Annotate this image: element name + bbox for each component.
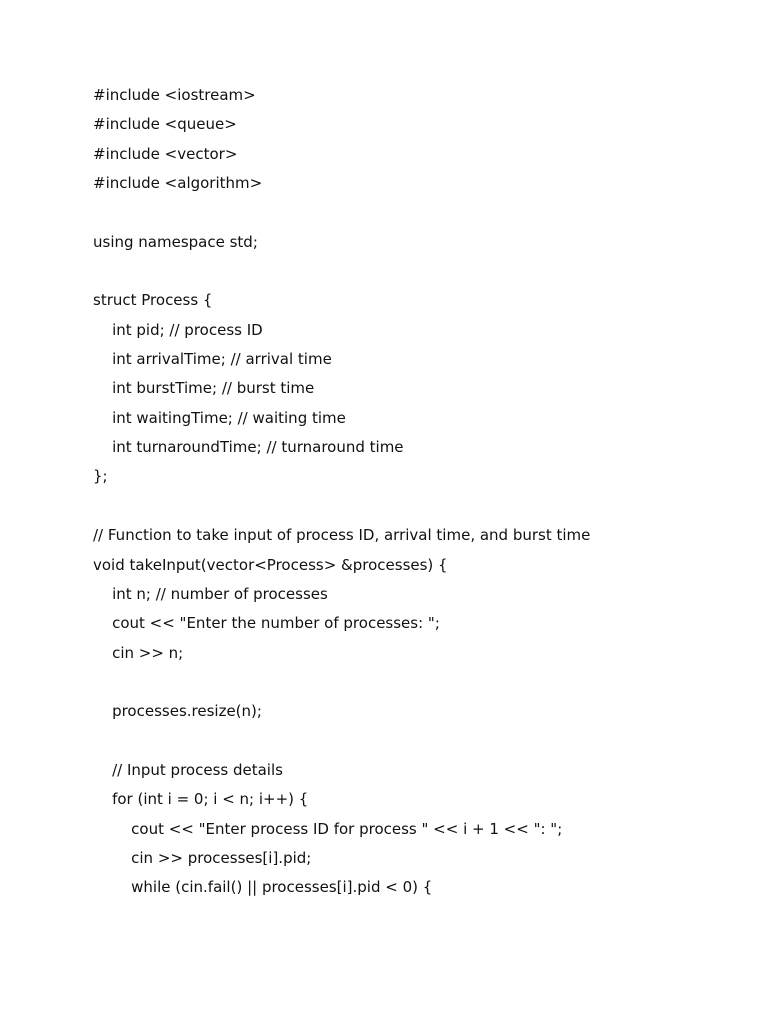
code-line: processes.resize(n); (93, 702, 262, 721)
code-line: void takeInput(vector<Process> &processes) { (93, 555, 448, 574)
code-line: int pid; // process ID (93, 320, 263, 339)
code-line: #include <queue> (93, 115, 237, 134)
code-block (93, 81, 753, 903)
code-line (93, 668, 753, 697)
code-line: int arrivalTime; // arrival time (93, 350, 332, 369)
code-line: #include <iostream> (93, 86, 256, 104)
code-line (93, 198, 753, 227)
code-line (93, 257, 753, 286)
code-line: for (int i = 0; i < n; i++) { (93, 790, 309, 809)
code-line (93, 492, 753, 521)
code-line: }; (93, 467, 108, 486)
code-line: #include <vector> (93, 144, 238, 163)
code-line: int burstTime; // burst time (93, 379, 315, 398)
code-line: cin >> n; (93, 643, 184, 662)
code-line: using namespace std; (93, 232, 258, 251)
code-line: int turnaroundTime; // turnaround time (93, 438, 404, 457)
code-line: #include <algorithm> (93, 174, 263, 193)
code-line: struct Process { (93, 291, 213, 310)
code-line: int n; // number of processes (93, 584, 328, 603)
code-line: // Input process details (93, 760, 283, 779)
code-line: while (cin.fail() || processes[i].pid < 0) { (93, 878, 433, 897)
code-line: cout << "Enter the number of processes: "; (93, 614, 440, 633)
code-line: cout << "Enter process ID for process " << i + 1 << ": "; (93, 819, 563, 838)
code-line (93, 727, 753, 756)
code-line: int waitingTime; // waiting time (93, 408, 346, 427)
code-line: cin >> processes[i].pid; (93, 848, 312, 867)
code-line: // Function to take input of process ID, arrival time, and burst time (93, 526, 591, 545)
